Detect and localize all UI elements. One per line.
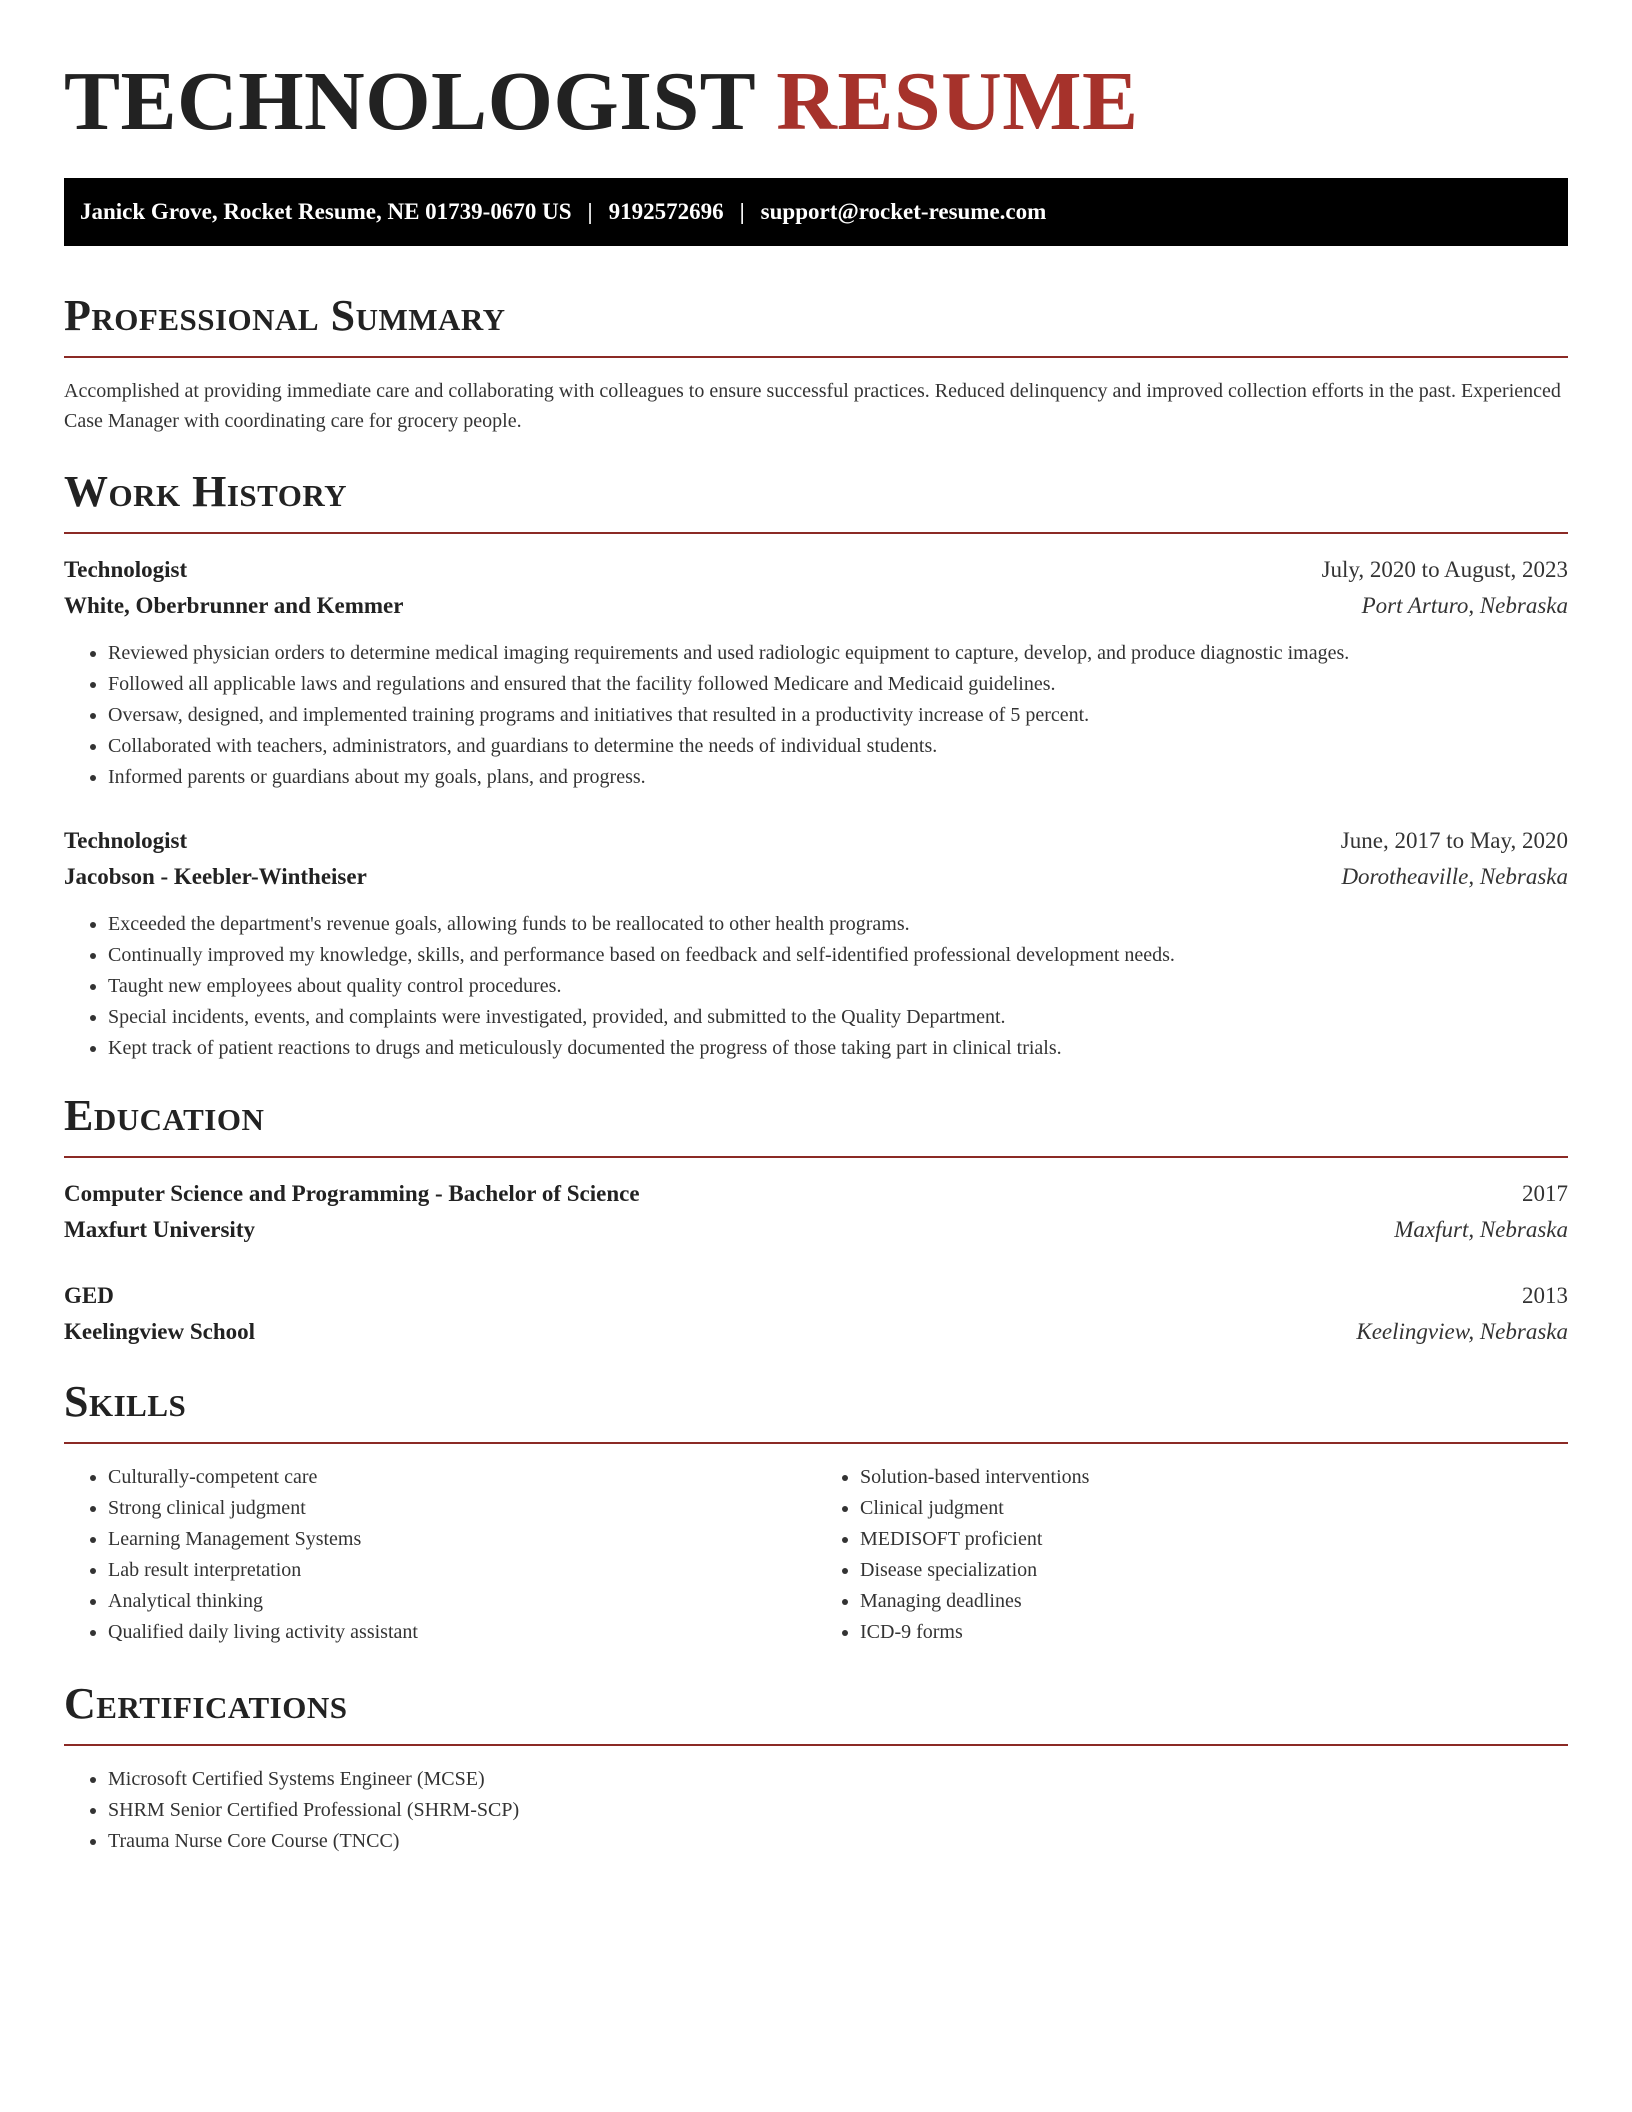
contact-bar: [64, 178, 1568, 246]
education-location: Maxfurt, Nebraska: [1394, 1217, 1568, 1242]
education-school-row: [64, 1314, 1568, 1350]
list-item: • Learning Management Systems: [108, 1524, 816, 1555]
list-item: • Continually improved my knowledge, skills, and performance based on feedback and self-identified professional development needs.: [108, 940, 1568, 971]
list-item: • Clinical judgment: [860, 1493, 1568, 1524]
list-item: • Trauma Nurse Core Course (TNCC): [108, 1826, 1568, 1857]
title-word-resume: RESUME: [776, 55, 1139, 148]
list-item: • Disease specialization: [860, 1555, 1568, 1586]
job-bullets: [64, 909, 1568, 1064]
section-summary: [64, 290, 1568, 436]
section-heading: Work History: [64, 467, 348, 516]
section-divider: [64, 356, 1568, 358]
list-item: • Special incidents, events, and complaints were investigated, provided, and submitted to the Quality Department.: [108, 1002, 1568, 1033]
summary-text: Accomplished at providing immediate care and collaborating with colleagues to ensure successful practices. Reduced delinquency and improved collection efforts in the past. Experienced Case Manager with coordinating care for grocery people.: [64, 380, 1561, 432]
list-item: • SHRM Senior Certified Professional (SHRM-SCP): [108, 1795, 1568, 1826]
job-location: Dorotheaville, Nebraska: [1341, 864, 1568, 889]
education-entry: [64, 1278, 1568, 1350]
education-year: 2017: [1522, 1181, 1568, 1206]
list-item: • Managing deadlines: [860, 1586, 1568, 1617]
job-entry: [64, 823, 1568, 1064]
list-item: • Exceeded the department's revenue goals, allowing funds to be reallocated to other health programs.: [108, 909, 1568, 940]
contact-separator: |: [739, 199, 745, 224]
list-item: • Strong clinical judgment: [108, 1493, 816, 1524]
education-year: 2013: [1522, 1283, 1568, 1308]
education-location: Keelingview, Nebraska: [1356, 1319, 1568, 1344]
education-entry: [64, 1176, 1568, 1248]
skills-grid: [64, 1462, 1568, 1648]
job-company: Jacobson - Keebler-Wintheiser: [64, 864, 367, 889]
job-header-row: [64, 552, 1568, 588]
section-certifications: [64, 1678, 1568, 1857]
job-company-row: [64, 588, 1568, 624]
section-skills: [64, 1376, 1568, 1648]
job-header-row: [64, 823, 1568, 859]
education-school: Maxfurt University: [64, 1217, 255, 1242]
job-dates: June, 2017 to May, 2020: [1340, 828, 1568, 853]
education-school: Keelingview School: [64, 1319, 256, 1344]
skills-list-right: [816, 1462, 1568, 1648]
certifications-list: [64, 1764, 1568, 1857]
title-word-technologist: TECHNOLOGIST: [64, 55, 755, 148]
job-title: Technologist: [64, 828, 188, 853]
list-item: • Oversaw, designed, and implemented training programs and initiatives that resulted in a productivity increase of 5 percent.: [108, 700, 1568, 731]
list-item: • Microsoft Certified Systems Engineer (MCSE): [108, 1764, 1568, 1795]
list-item: • Followed all applicable laws and regulations and ensured that the facility followed Medicare and Medicaid guidelines.: [108, 669, 1568, 700]
section-divider: [64, 1156, 1568, 1158]
list-item: • Taught new employees about quality control procedures.: [108, 971, 1568, 1002]
section-divider: [64, 1744, 1568, 1746]
job-location: Port Arturo, Nebraska: [1361, 593, 1568, 618]
skills-list-left: [64, 1462, 816, 1648]
job-bullets: [64, 638, 1568, 793]
section-education: [64, 1090, 1568, 1350]
section-divider: [64, 532, 1568, 534]
section-heading: Skills: [64, 1377, 187, 1426]
list-item: • Lab result interpretation: [108, 1555, 816, 1586]
resume-title: [64, 56, 1568, 148]
list-item: • MEDISOFT proficient: [860, 1524, 1568, 1555]
list-item: • Culturally-competent care: [108, 1462, 816, 1493]
list-item: • Solution-based interventions: [860, 1462, 1568, 1493]
section-heading: Professional Summary: [64, 291, 506, 340]
list-item: • Reviewed physician orders to determine medical imaging requirements and used radiologic equipment to capture, develop, and produce diagnostic images.: [108, 638, 1568, 669]
education-degree-row: [64, 1278, 1568, 1314]
job-company: White, Oberbrunner and Kemmer: [64, 593, 404, 618]
job-entry: [64, 552, 1568, 793]
contact-email: support@rocket-resume.com: [760, 199, 1047, 224]
section-divider: [64, 1442, 1568, 1444]
education-degree: GED: [64, 1283, 114, 1308]
job-dates: July, 2020 to August, 2023: [1321, 557, 1568, 582]
list-item: • Kept track of patient reactions to drugs and meticulously documented the progress of those taking part in clinical trials.: [108, 1033, 1568, 1064]
education-degree-row: [64, 1176, 1568, 1212]
job-title: Technologist: [64, 557, 188, 582]
list-item: • Informed parents or guardians about my goals, plans, and progress.: [108, 762, 1568, 793]
contact-address: Janick Grove, Rocket Resume, NE 01739-0670 US: [80, 199, 572, 224]
list-item: • Collaborated with teachers, administrators, and guardians to determine the needs of individual students.: [108, 731, 1568, 762]
contact-phone: 9192572696: [608, 199, 724, 224]
list-item: • Analytical thinking: [108, 1586, 816, 1617]
job-company-row: [64, 859, 1568, 895]
education-degree: Computer Science and Programming - Bachelor of Science: [64, 1181, 640, 1206]
list-item: • ICD-9 forms: [860, 1617, 1568, 1648]
section-heading: Certifications: [64, 1679, 348, 1728]
contact-separator: |: [587, 199, 593, 224]
education-school-row: [64, 1212, 1568, 1248]
section-work-history: [64, 466, 1568, 1064]
section-heading: Education: [64, 1091, 265, 1140]
list-item: • Qualified daily living activity assistant: [108, 1617, 816, 1648]
